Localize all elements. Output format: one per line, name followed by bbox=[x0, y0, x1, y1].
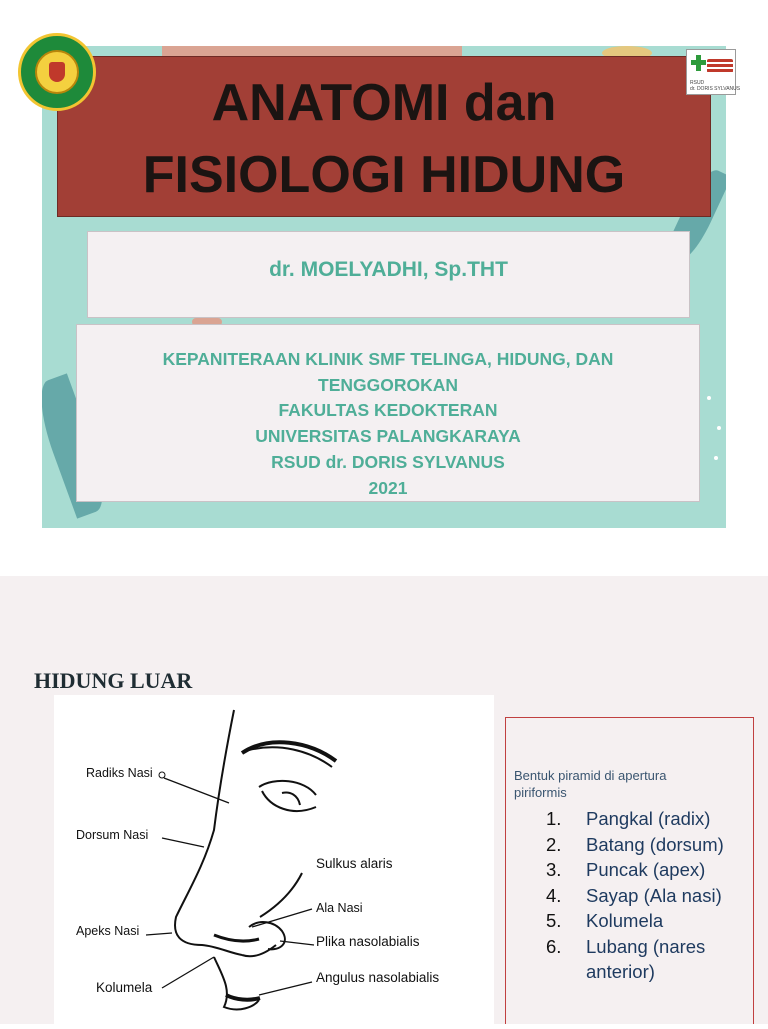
university-logo bbox=[18, 33, 96, 111]
title-banner bbox=[57, 56, 711, 217]
institution-line: KEPANITERAAN KLINIK SMF TELINGA, HIDUNG, DAN bbox=[162, 349, 614, 369]
intro-text: Bentuk piramid di apertura piriformis bbox=[514, 768, 667, 800]
institution-line: UNIVERSITAS PALANGKARAYA bbox=[255, 426, 521, 447]
nose-diagram bbox=[54, 695, 494, 1024]
list-item: 2. Batang (dorsum) bbox=[546, 833, 724, 855]
list-item: 5. Kolumela bbox=[546, 910, 664, 931]
content-slide bbox=[0, 576, 768, 1024]
label-radiks-nasi: Radiks Nasi bbox=[86, 766, 153, 780]
label-angulus-nasolabialis: Angulus nasolabialis bbox=[316, 970, 440, 985]
title-line-1: ANATOMI dan bbox=[211, 74, 557, 132]
label-plika-nasolabialis: Plika nasolabialis bbox=[316, 934, 420, 949]
label-sulkus-alaris: Sulkus alaris bbox=[316, 856, 393, 871]
institution-line: 2021 bbox=[368, 477, 408, 498]
label-dorsum-nasi: Dorsum Nasi bbox=[76, 828, 149, 842]
institution-box bbox=[76, 324, 700, 502]
decorative-dot bbox=[714, 456, 718, 460]
list-item: 1. Pangkal (radix) bbox=[546, 808, 711, 829]
list-item: 6. Lubang (nares anterior) bbox=[546, 935, 706, 982]
section-heading: HIDUNG LUAR bbox=[34, 668, 193, 693]
institution-line: RSUD dr. DORIS SYLVANUS bbox=[271, 451, 505, 472]
hospital-logo-text: RSUD dr. DORIS SYLVANUS bbox=[690, 80, 741, 92]
decorative-dot bbox=[707, 396, 711, 400]
label-apeks-nasi: Apeks Nasi bbox=[76, 924, 140, 938]
label-kolumela: Kolumela bbox=[96, 980, 153, 995]
decorative-band bbox=[162, 46, 462, 56]
institution-line: FAKULTAS KEDOKTERAN bbox=[278, 400, 498, 421]
author-box bbox=[87, 231, 690, 318]
title-line-2: FISIOLOGI HIDUNG bbox=[142, 146, 626, 204]
list-item: 3. Puncak (apex) bbox=[546, 859, 706, 880]
institution-line: TENGGOROKAN bbox=[318, 374, 458, 395]
info-box bbox=[505, 717, 754, 1024]
list-item: 4. Sayap (Ala nasi) bbox=[546, 884, 722, 906]
decorative-dot bbox=[717, 426, 721, 430]
hospital-logo bbox=[686, 49, 741, 95]
label-ala-nasi: Ala Nasi bbox=[316, 901, 363, 915]
author-name: dr. MOELYADHI, Sp.THT bbox=[269, 258, 508, 281]
nose-parts-list bbox=[546, 806, 756, 985]
